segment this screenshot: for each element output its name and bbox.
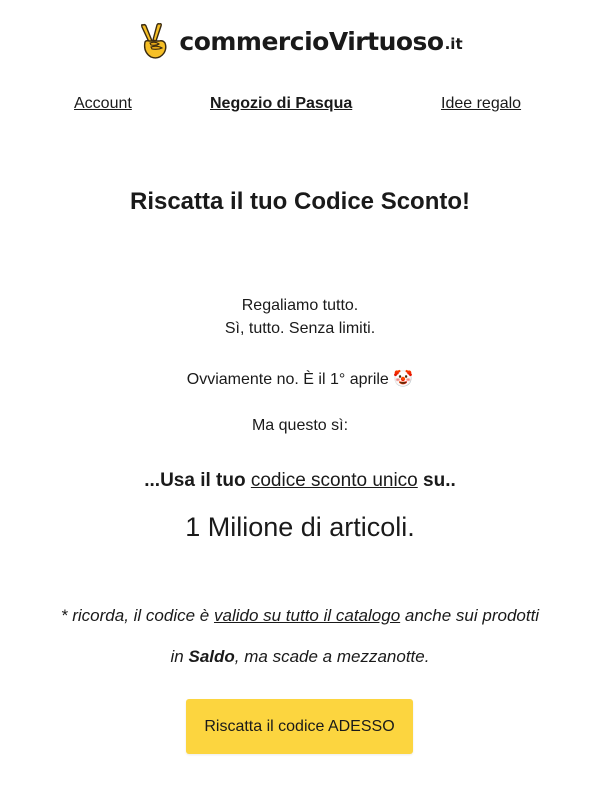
intro-line-4: Ma questo sì:	[251, 417, 349, 434]
top-navigation	[0, 95, 600, 115]
page-title: Riscatta il tuo Codice Sconto!	[129, 188, 471, 215]
promo-headline	[0, 470, 600, 492]
note-suffix: anche sui prodotti	[400, 606, 540, 625]
brand-logo[interactable]	[0, 22, 600, 60]
nav-link-gift-ideas[interactable]: Idee regalo	[441, 95, 522, 112]
redeem-code-button[interactable]: Riscatta il codice ADESSO	[186, 699, 413, 754]
victory-hand-icon	[137, 22, 171, 60]
note2-sale-word: Saldo	[188, 647, 235, 666]
nav-link-account[interactable]: Account	[74, 95, 132, 112]
note-line-2	[0, 647, 600, 667]
brand-tld: .it	[444, 35, 463, 53]
intro-line-1: Regaliamo tutto.	[241, 297, 359, 314]
promo-suffix: su..	[417, 470, 456, 491]
nav-link-easter-shop[interactable]: Negozio di Pasqua	[210, 95, 353, 112]
note2-suffix: , ma scade a mezzanotte.	[234, 647, 430, 666]
note2-prefix: in	[170, 647, 189, 666]
intro-line-3: Ovviamente no. È il 1° aprile 🤡	[186, 371, 414, 388]
promo-code-link[interactable]: codice sconto unico	[250, 470, 418, 491]
catalog-link[interactable]: valido su tutto il catalogo	[213, 606, 401, 625]
note-line-1	[0, 606, 600, 626]
intro-line-2: Sì, tutto. Senza limiti.	[224, 320, 376, 337]
items-count-text: 1 Milione di articoli.	[185, 512, 415, 542]
promo-prefix: ...Usa il tuo	[144, 470, 251, 491]
note-prefix: * ricorda, il codice è	[60, 606, 214, 625]
brand-name: commercioVirtuoso	[179, 26, 444, 56]
